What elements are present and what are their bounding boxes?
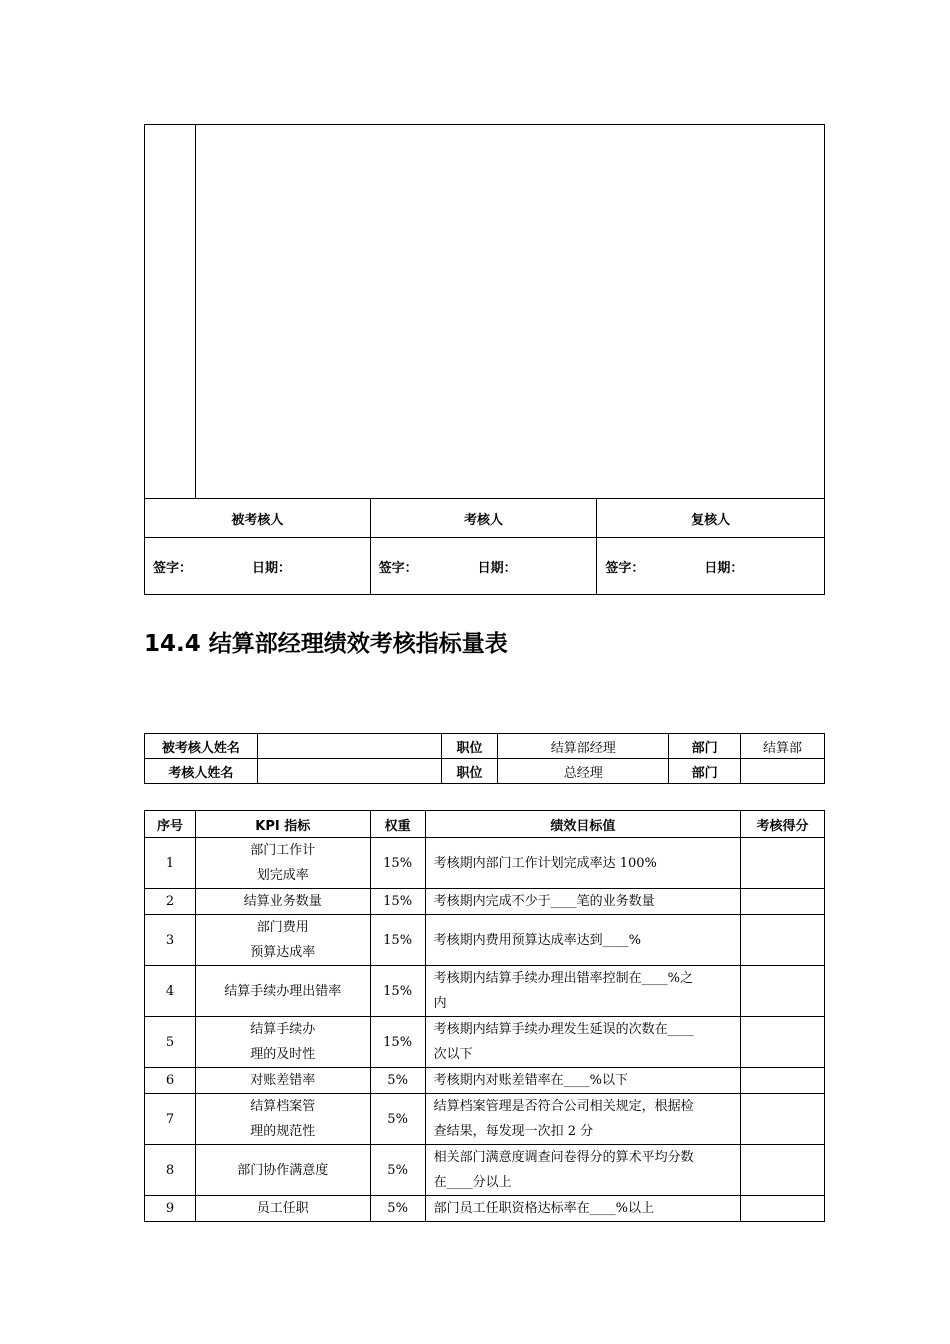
kpi-no-cell: 3 <box>145 915 196 966</box>
col-header-weight: 权重 <box>370 811 425 838</box>
department-value[interactable] <box>741 759 825 784</box>
kpi-no-cell: 5 <box>145 1017 196 1068</box>
kpi-no-cell: 1 <box>145 838 196 889</box>
table-row <box>145 1145 825 1196</box>
kpi-no-cell: 2 <box>145 889 196 915</box>
kpi-score-cell[interactable] <box>741 1094 825 1145</box>
kpi-score-cell[interactable] <box>741 966 825 1017</box>
kpi-score-cell[interactable] <box>741 1017 825 1068</box>
kpi-name-cell: 结算业务数量 <box>195 889 370 915</box>
kpi-no-cell: 9 <box>145 1196 196 1222</box>
position-value: 结算部经理 <box>498 734 669 759</box>
kpi-name-cell: 部门工作计 划完成率 <box>195 838 370 889</box>
examiner-name-label: 考核人姓名 <box>145 759 258 784</box>
kpi-table <box>144 810 825 1222</box>
table-row <box>145 838 825 889</box>
kpi-target-cell: 考核期内结算手续办理出错率控制在____%之 内 <box>425 966 741 1017</box>
kpi-weight-cell: 15% <box>370 838 425 889</box>
kpi-no-cell: 8 <box>145 1145 196 1196</box>
kpi-weight-cell: 15% <box>370 966 425 1017</box>
blank-content-cell <box>195 125 824 499</box>
department-value: 结算部 <box>741 734 825 759</box>
kpi-name-cell: 对账差错率 <box>195 1068 370 1094</box>
kpi-name-cell: 部门协作满意度 <box>195 1145 370 1196</box>
table-row <box>145 1068 825 1094</box>
department-label: 部门 <box>669 759 741 784</box>
kpi-target-cell: 考核期内费用预算达成率达到____% <box>425 915 741 966</box>
table-row <box>145 966 825 1017</box>
position-label: 职位 <box>441 734 498 759</box>
col-header-score: 考核得分 <box>741 811 825 838</box>
examiner-sign-cell[interactable] <box>370 538 597 595</box>
table-row <box>145 915 825 966</box>
kpi-body <box>145 838 825 1222</box>
kpi-weight-cell: 15% <box>370 915 425 966</box>
table-row <box>145 1094 825 1145</box>
kpi-header-row <box>145 811 825 838</box>
kpi-score-cell[interactable] <box>741 838 825 889</box>
reviewer-header: 复核人 <box>597 499 825 538</box>
date-label: 日期： <box>704 560 744 576</box>
sign-label: 签字： <box>378 560 418 576</box>
kpi-no-cell: 7 <box>145 1094 196 1145</box>
section-title: 14.4 结算部经理绩效考核指标量表 <box>144 631 508 657</box>
kpi-target-cell: 考核期内完成不少于____笔的业务数量 <box>425 889 741 915</box>
col-header-kpi: KPI 指标 <box>195 811 370 838</box>
kpi-weight-cell: 5% <box>370 1094 425 1145</box>
info-table <box>144 733 825 784</box>
info-row <box>145 734 825 759</box>
kpi-score-cell[interactable] <box>741 889 825 915</box>
examinee-name-value[interactable] <box>257 734 441 759</box>
examinee-sign-cell[interactable] <box>145 538 371 595</box>
kpi-name-cell: 结算手续办 理的及时性 <box>195 1017 370 1068</box>
department-label: 部门 <box>669 734 741 759</box>
reviewer-sign-cell[interactable] <box>597 538 825 595</box>
date-label: 日期： <box>477 560 517 576</box>
kpi-score-cell[interactable] <box>741 915 825 966</box>
kpi-target-cell: 结算档案管理是否符合公司相关规定，根据检 查结果，每发现一次扣 2 分 <box>425 1094 741 1145</box>
sign-label: 签字： <box>605 560 645 576</box>
kpi-weight-cell: 5% <box>370 1068 425 1094</box>
kpi-weight-cell: 15% <box>370 1017 425 1068</box>
position-label: 职位 <box>441 759 498 784</box>
sign-label: 签字： <box>153 560 193 576</box>
examinee-name-label: 被考核人姓名 <box>145 734 258 759</box>
date-label: 日期： <box>252 560 292 576</box>
kpi-no-cell: 4 <box>145 966 196 1017</box>
kpi-name-cell: 结算手续办理出错率 <box>195 966 370 1017</box>
kpi-score-cell[interactable] <box>741 1196 825 1222</box>
kpi-target-cell: 考核期内部门工作计划完成率达 100% <box>425 838 741 889</box>
col-header-no: 序号 <box>145 811 196 838</box>
examinee-header: 被考核人 <box>145 499 371 538</box>
kpi-score-cell[interactable] <box>741 1145 825 1196</box>
kpi-name-cell: 结算档案管 理的规范性 <box>195 1094 370 1145</box>
table-row <box>145 1017 825 1068</box>
kpi-weight-cell: 15% <box>370 889 425 915</box>
kpi-weight-cell: 5% <box>370 1145 425 1196</box>
kpi-target-cell: 考核期内对账差错率在____%以下 <box>425 1068 741 1094</box>
examiner-name-value[interactable] <box>257 759 441 784</box>
kpi-target-cell: 考核期内结算手续办理发生延误的次数在____ 次以下 <box>425 1017 741 1068</box>
examiner-header: 考核人 <box>370 499 597 538</box>
blank-side-cell <box>145 125 196 499</box>
kpi-name-cell: 员工任职 <box>195 1196 370 1222</box>
kpi-target-cell: 部门员工任职资格达标率在____%以上 <box>425 1196 741 1222</box>
kpi-score-cell[interactable] <box>741 1068 825 1094</box>
info-row <box>145 759 825 784</box>
table-row <box>145 889 825 915</box>
position-value: 总经理 <box>498 759 669 784</box>
kpi-name-cell: 部门费用 预算达成率 <box>195 915 370 966</box>
kpi-weight-cell: 5% <box>370 1196 425 1222</box>
col-header-target: 绩效目标值 <box>425 811 741 838</box>
kpi-no-cell: 6 <box>145 1068 196 1094</box>
kpi-target-cell: 相关部门满意度调查问卷得分的算术平均分数 在____分以上 <box>425 1145 741 1196</box>
table-row <box>145 1196 825 1222</box>
signature-table <box>144 124 825 595</box>
